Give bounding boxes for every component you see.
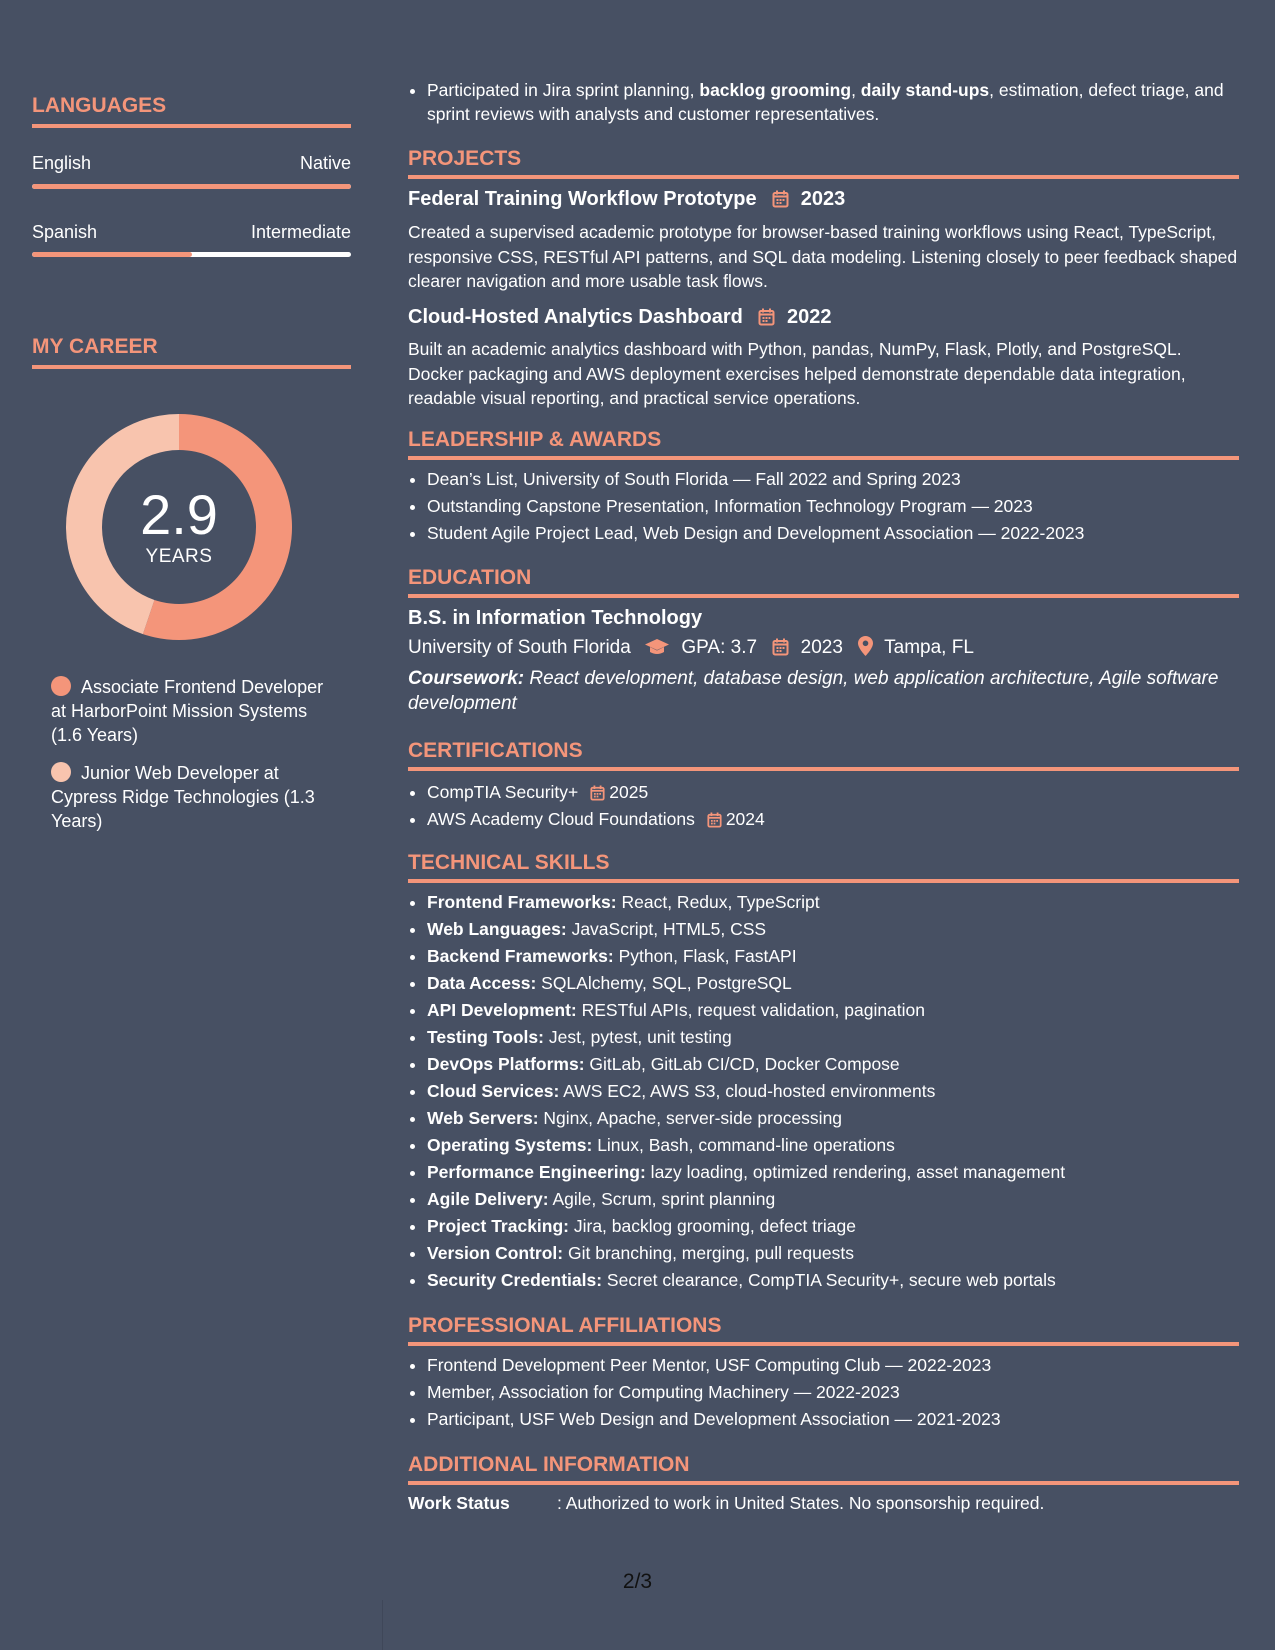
skill-value: Nginx, Apache, server-side processing — [538, 1108, 843, 1128]
skill-value: lazy loading, optimized rendering, asset management — [645, 1162, 1066, 1182]
leadership-heading: LEADERSHIP & AWARDS — [408, 428, 1239, 460]
location: Tampa, FL — [884, 637, 974, 658]
gpa: GPA: 3.7 — [681, 637, 758, 658]
skill-label: Cloud Services: — [427, 1081, 560, 1101]
certifications-heading: CERTIFICATIONS — [408, 739, 1239, 771]
skill-value: Git branching, merging, pull requests — [563, 1243, 854, 1263]
graduation-cap-icon — [644, 638, 670, 656]
skill-item — [427, 889, 1258, 916]
calendar-icon — [707, 812, 722, 828]
education-details — [408, 636, 1239, 661]
legend-dot-icon — [51, 676, 71, 696]
skill-item — [427, 1024, 1258, 1051]
skill-label: DevOps Platforms: — [427, 1054, 585, 1074]
language-row-spanish — [32, 222, 351, 244]
language-row-english — [32, 153, 351, 175]
career-heading: MY CAREER — [32, 335, 351, 369]
skills-heading: TECHNICAL SKILLS — [408, 851, 1239, 883]
map-pin-icon — [858, 636, 873, 656]
projects-heading: PROJECTS — [408, 147, 1239, 179]
skill-label: Project Tracking: — [427, 1216, 569, 1236]
calendar-icon — [772, 638, 789, 656]
career-role-text: Associate Frontend Developer at HarborPoint Mission Systems (1.6 Years) — [51, 677, 324, 745]
skill-label: Web Servers: — [427, 1108, 539, 1128]
skill-value: JavaScript, HTML5, CSS — [566, 919, 767, 939]
skill-value: Linux, Bash, command-line operations — [592, 1135, 895, 1155]
skill-value: AWS EC2, AWS S3, cloud-hosted environments — [559, 1081, 936, 1101]
skill-label: API Development: — [427, 1000, 577, 1020]
skill-item — [427, 1132, 1258, 1159]
school-name: University of South Florida — [408, 637, 631, 658]
career-role-text: Junior Web Developer at Cypress Ridge Technologies (1.3 Years) — [51, 763, 315, 831]
leadership-list — [408, 466, 1258, 547]
graduation-year: 2023 — [800, 637, 843, 658]
skill-label: Frontend Frameworks: — [427, 892, 617, 912]
skill-item — [427, 1267, 1258, 1294]
language-bar-english — [32, 184, 351, 189]
certifications-list — [408, 779, 1258, 833]
list-item: • Participant, USF Web Design and Development Association — 2021-2023 — [427, 1406, 1258, 1433]
skill-label: Operating Systems: — [427, 1135, 593, 1155]
career-total — [66, 414, 292, 640]
list-item: • Frontend Development Peer Mentor, USF Computing Club — 2022-2023 — [427, 1352, 1258, 1379]
certification-item: • CompTIA Security+ 2025 — [427, 779, 1258, 806]
coursework-label: Coursework: — [408, 668, 525, 689]
degree-title: B.S. in Information Technology — [408, 607, 703, 629]
skill-item — [427, 1105, 1258, 1132]
skill-value: Agile, Scrum, sprint planning — [548, 1189, 776, 1209]
skill-label: Version Control: — [427, 1243, 564, 1263]
career-role-item — [51, 675, 336, 747]
skill-item — [427, 1159, 1258, 1186]
page-divider — [382, 1600, 383, 1650]
certification-item: • AWS Academy Cloud Foundations 2024 — [427, 806, 1258, 833]
skill-label: Performance Engineering: — [427, 1162, 646, 1182]
additional-heading: ADDITIONAL INFORMATION — [408, 1453, 1239, 1485]
skill-value: Jira, backlog grooming, defect triage — [569, 1216, 856, 1236]
skill-value: GitLab, GitLab CI/CD, Docker Compose — [584, 1054, 900, 1074]
skill-label: Security Credentials: — [427, 1270, 603, 1290]
skill-value: RESTful APIs, request validation, pagination — [576, 1000, 926, 1020]
experience-bullets — [408, 78, 1258, 126]
list-item: • Member, Association for Computing Machinery — 2022-2023 — [427, 1379, 1258, 1406]
list-item: • Outstanding Capstone Presentation, Information Technology Program — 2023 — [427, 493, 1258, 520]
project-year: 2023 — [800, 188, 846, 210]
language-bar-fill — [32, 252, 192, 257]
skill-item — [427, 1240, 1258, 1267]
skill-value: Secret clearance, CompTIA Security+, secure web portals — [602, 1270, 1056, 1290]
affiliations-heading: PROFESSIONAL AFFILIATIONS — [408, 1314, 1239, 1346]
calendar-icon — [590, 785, 605, 801]
experience-bullet: • Participated in Jira sprint planning, backlog grooming, daily stand-ups, estimation, defect triage, and sprint reviews with analysts and customer representatives. — [427, 78, 1258, 126]
affiliations-list — [408, 1352, 1258, 1433]
skill-item — [427, 916, 1258, 943]
language-name: English — [32, 153, 92, 173]
skill-value: Python, Flask, FastAPI — [613, 946, 797, 966]
career-total-unit: YEARS — [145, 546, 213, 567]
coursework — [408, 667, 1239, 716]
skill-label: Testing Tools: — [427, 1027, 544, 1047]
skill-item — [427, 943, 1258, 970]
language-level: Native — [299, 153, 351, 173]
project-title — [408, 188, 845, 211]
list-item: • Dean’s List, University of South Florida — Fall 2022 and Spring 2023 — [427, 466, 1258, 493]
skill-item — [427, 1186, 1258, 1213]
project-description: Created a supervised academic prototype for browser-based training workflows using React, TypeScript, responsive CSS, RESTful API patterns, and SQL data modeling. Listening closely to peer feedback shaped clearer navigation and more usable task flows. — [408, 222, 1238, 291]
skill-item — [427, 1213, 1258, 1240]
project-description: Built an academic analytics dashboard with Python, pandas, NumPy, Flask, Plotly, and PostgreSQL. Docker packaging and AWS deployment exercises helped demonstrate dependable data integration, readable visual reporting, and practical service operations. — [408, 339, 1186, 408]
skill-value: Jest, pytest, unit testing — [543, 1027, 732, 1047]
legend-dot-icon — [51, 762, 71, 782]
skill-item — [427, 1078, 1258, 1105]
work-status-value: : Authorized to work in United States. No sponsorship required. — [557, 1493, 1045, 1513]
work-status-row — [408, 1491, 1239, 1516]
skill-item — [427, 1051, 1258, 1078]
project-name: Federal Training Workflow Prototype — [408, 188, 757, 210]
coursework-text: React development, database design, web application architecture, Agile software development — [408, 668, 1219, 714]
education-heading: EDUCATION — [408, 566, 1239, 598]
calendar-icon — [758, 308, 775, 326]
skills-list — [408, 889, 1258, 1294]
skill-value: React, Redux, TypeScript — [616, 892, 820, 912]
language-level: Intermediate — [250, 222, 351, 242]
language-name: Spanish — [32, 222, 98, 242]
skill-label: Backend Frameworks: — [427, 946, 614, 966]
page-number: 2/3 — [622, 1570, 653, 1593]
skill-item — [427, 970, 1258, 997]
project-name: Cloud-Hosted Analytics Dashboard — [408, 306, 743, 328]
project-year: 2022 — [786, 306, 832, 328]
project-title — [408, 306, 831, 329]
languages-heading: LANGUAGES — [32, 94, 351, 128]
career-role-item — [51, 761, 336, 833]
skill-label: Web Languages: — [427, 919, 567, 939]
skill-item — [427, 997, 1258, 1024]
skill-value: SQLAlchemy, SQL, PostgreSQL — [536, 973, 792, 993]
language-bar-spanish — [32, 252, 351, 257]
skill-label: Data Access: — [427, 973, 537, 993]
language-bar-fill — [32, 184, 351, 189]
calendar-icon — [772, 190, 789, 208]
list-item: • Student Agile Project Lead, Web Design and Development Association — 2022-2023 — [427, 520, 1258, 547]
skill-label: Agile Delivery: — [427, 1189, 549, 1209]
work-status-label: Work Status — [408, 1493, 510, 1513]
career-total-value: 2.9 — [140, 483, 218, 546]
